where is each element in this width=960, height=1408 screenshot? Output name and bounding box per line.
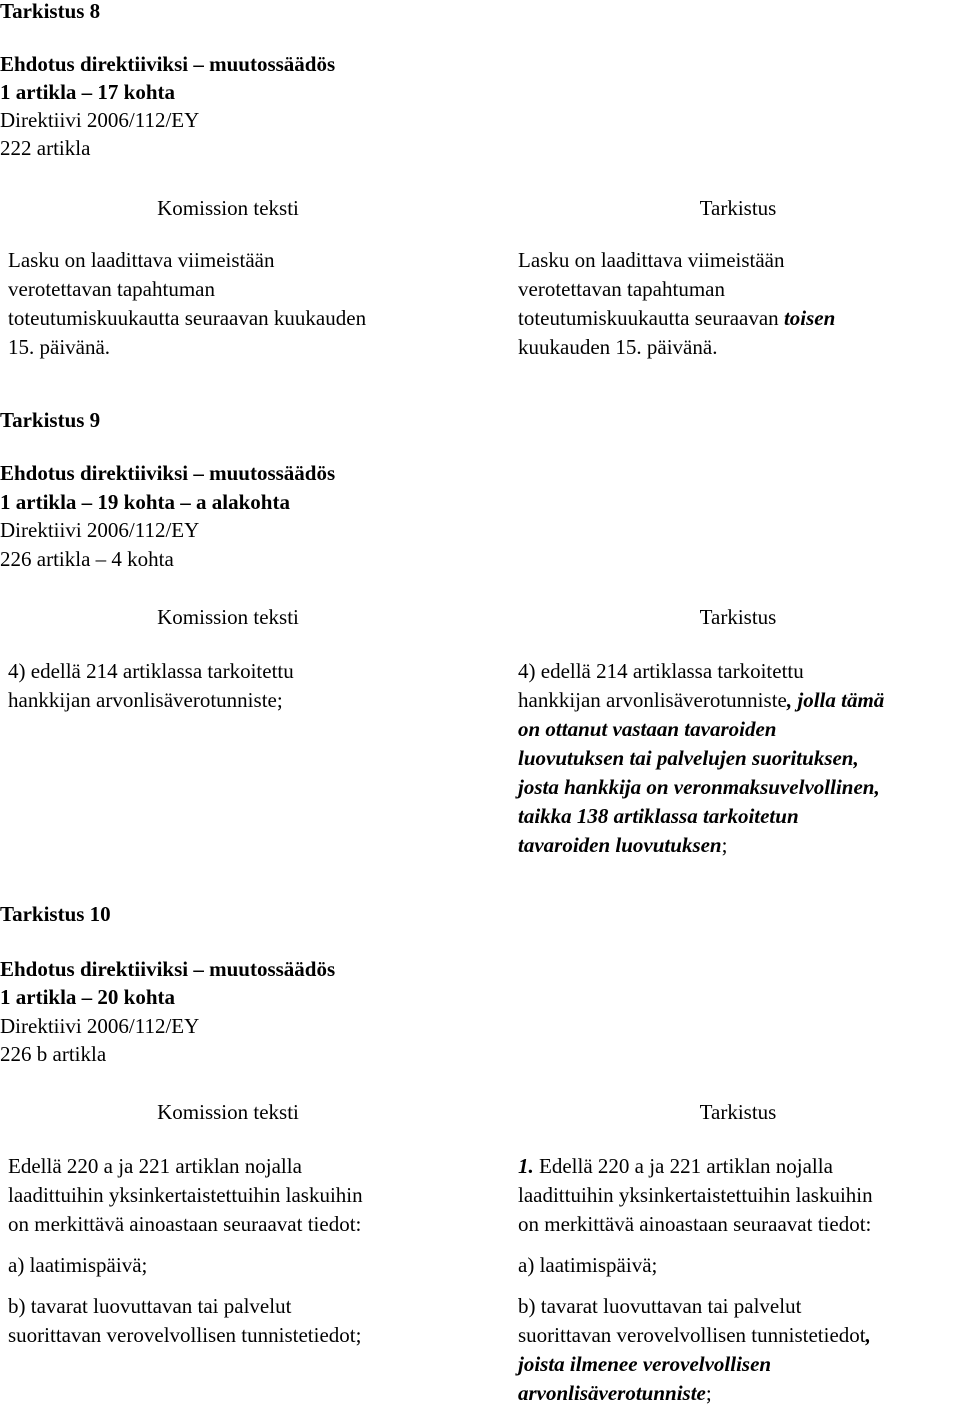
text-segment: on merkittävä ainoastaan seuraavat tiedot: xyxy=(518,1212,872,1236)
target-article: 222 artikla xyxy=(0,136,91,160)
text-line: on merkittävä ainoastaan seuraavat tiedot: xyxy=(8,1212,362,1236)
amendment-title: Tarkistus 9 xyxy=(0,408,101,432)
paragraph xyxy=(8,1251,458,1280)
commission-text-header: Komission teksti xyxy=(157,1100,299,1124)
amended-text: , jolla tämä xyxy=(786,688,885,712)
amendment-text-column xyxy=(518,1152,958,1408)
amended-text: joista ilmenee verovelvollisen xyxy=(518,1352,772,1376)
proposal-title: Ehdotus direktiiviksi – muutossäädös xyxy=(0,957,336,981)
amendment-text-column xyxy=(518,657,958,860)
amended-text: on ottanut vastaan tavaroiden xyxy=(518,717,777,741)
text-segment: a) laatimispäivä; xyxy=(518,1253,658,1277)
text-segment: verotettavan tapahtuman xyxy=(518,277,725,301)
text-line xyxy=(518,333,958,362)
text-line xyxy=(518,304,958,333)
amendment-title: Tarkistus 10 xyxy=(0,902,111,926)
text-line xyxy=(518,1210,958,1239)
commission-text-column xyxy=(8,657,458,715)
amended-text: , xyxy=(865,1323,871,1347)
text-segment: laadittuihin yksinkertaistettuihin laskuihin xyxy=(518,1183,873,1207)
text-segment: ; xyxy=(705,1381,712,1405)
text-line xyxy=(518,715,958,744)
text-line xyxy=(518,1181,958,1210)
text-segment: kuukauden 15. päivänä. xyxy=(518,335,718,359)
commission-text-column xyxy=(8,246,458,362)
paragraph xyxy=(518,1251,958,1280)
directive-reference: Direktiivi 2006/112/EY xyxy=(0,1014,200,1038)
text-line xyxy=(518,275,958,304)
amended-text: taikka 138 artiklassa tarkoitetun xyxy=(518,804,799,828)
target-article: 226 artikla – 4 kohta xyxy=(0,547,174,571)
text-line xyxy=(518,1251,958,1280)
proposal-title: Ehdotus direktiiviksi – muutossäädös xyxy=(0,461,336,485)
text-segment: toteutumiskuukautta seuraavan xyxy=(518,306,784,330)
text-line xyxy=(518,744,958,773)
text-line xyxy=(518,657,958,686)
text-line: hankkijan arvonlisäverotunniste; xyxy=(8,688,283,712)
text-line: b) tavarat luovuttavan tai palvelut xyxy=(8,1294,292,1318)
text-segment: 4) edellä 214 artiklassa tarkoitettu xyxy=(518,659,804,683)
paragraph xyxy=(8,1292,458,1350)
amendment-text-column xyxy=(518,246,958,362)
amended-text: luovutuksen tai palvelujen suorituksen, xyxy=(518,746,859,770)
text-segment: ; xyxy=(721,833,728,857)
amendment-header: Tarkistus xyxy=(699,196,777,220)
amended-text: josta hankkija on veronmaksuvelvollinen, xyxy=(518,775,880,799)
amended-text: toisen xyxy=(783,306,836,330)
commission-text-header: Komission teksti xyxy=(157,196,299,220)
text-segment: Lasku on laadittava viimeistään xyxy=(518,248,785,272)
text-line: 4) edellä 214 artiklassa tarkoitettu xyxy=(8,659,294,683)
text-line: Edellä 220 a ja 221 artiklan nojalla xyxy=(8,1154,302,1178)
text-line xyxy=(518,1350,958,1379)
text-line: toteutumiskuukautta seuraavan kuukauden xyxy=(8,306,367,330)
amendment-header: Tarkistus xyxy=(699,1100,777,1124)
proposal-title: Ehdotus direktiiviksi – muutossäädös xyxy=(0,52,336,76)
text-segment: b) tavarat luovuttavan tai palvelut xyxy=(518,1294,802,1318)
article-reference: 1 artikla – 19 kohta – a alakohta xyxy=(0,490,290,514)
text-line xyxy=(518,246,958,275)
amended-text: tavaroiden luovutuksen xyxy=(518,833,722,857)
text-line: suorittavan verovelvollisen tunnistetiedot; xyxy=(8,1323,362,1347)
paragraph xyxy=(8,1152,458,1239)
text-line xyxy=(518,1152,958,1181)
article-reference: 1 artikla – 20 kohta xyxy=(0,985,176,1009)
text-line xyxy=(518,802,958,831)
amendment-header: Tarkistus xyxy=(699,605,777,629)
commission-text-header: Komission teksti xyxy=(157,605,299,629)
text-line xyxy=(518,686,958,715)
text-segment: hankkijan arvonlisäverotunniste xyxy=(518,688,787,712)
target-article: 226 b artikla xyxy=(0,1042,107,1066)
paragraph xyxy=(518,1292,958,1408)
text-line: verotettavan tapahtuman xyxy=(8,277,215,301)
text-line xyxy=(518,773,958,802)
text-line xyxy=(518,1292,958,1321)
text-segment: suorittavan verovelvollisen tunnistetiedot xyxy=(518,1323,866,1347)
text-line xyxy=(518,831,958,860)
text-line xyxy=(518,1321,958,1350)
text-line: a) laatimispäivä; xyxy=(8,1253,148,1277)
paragraph xyxy=(518,1152,958,1239)
amendment-title: Tarkistus 8 xyxy=(0,0,101,23)
text-line xyxy=(518,1379,958,1408)
commission-text-column xyxy=(8,1152,458,1350)
text-line: Lasku on laadittava viimeistään xyxy=(8,248,275,272)
amended-text: arvonlisäverotunniste xyxy=(518,1381,706,1405)
amended-text: 1. xyxy=(518,1154,534,1178)
article-reference: 1 artikla – 17 kohta xyxy=(0,80,176,104)
text-line: 15. päivänä. xyxy=(8,335,111,359)
directive-reference: Direktiivi 2006/112/EY xyxy=(0,518,200,542)
text-line: laadittuihin yksinkertaistettuihin laskuihin xyxy=(8,1183,363,1207)
text-segment: Edellä 220 a ja 221 artiklan nojalla xyxy=(533,1154,833,1178)
directive-reference: Direktiivi 2006/112/EY xyxy=(0,108,200,132)
